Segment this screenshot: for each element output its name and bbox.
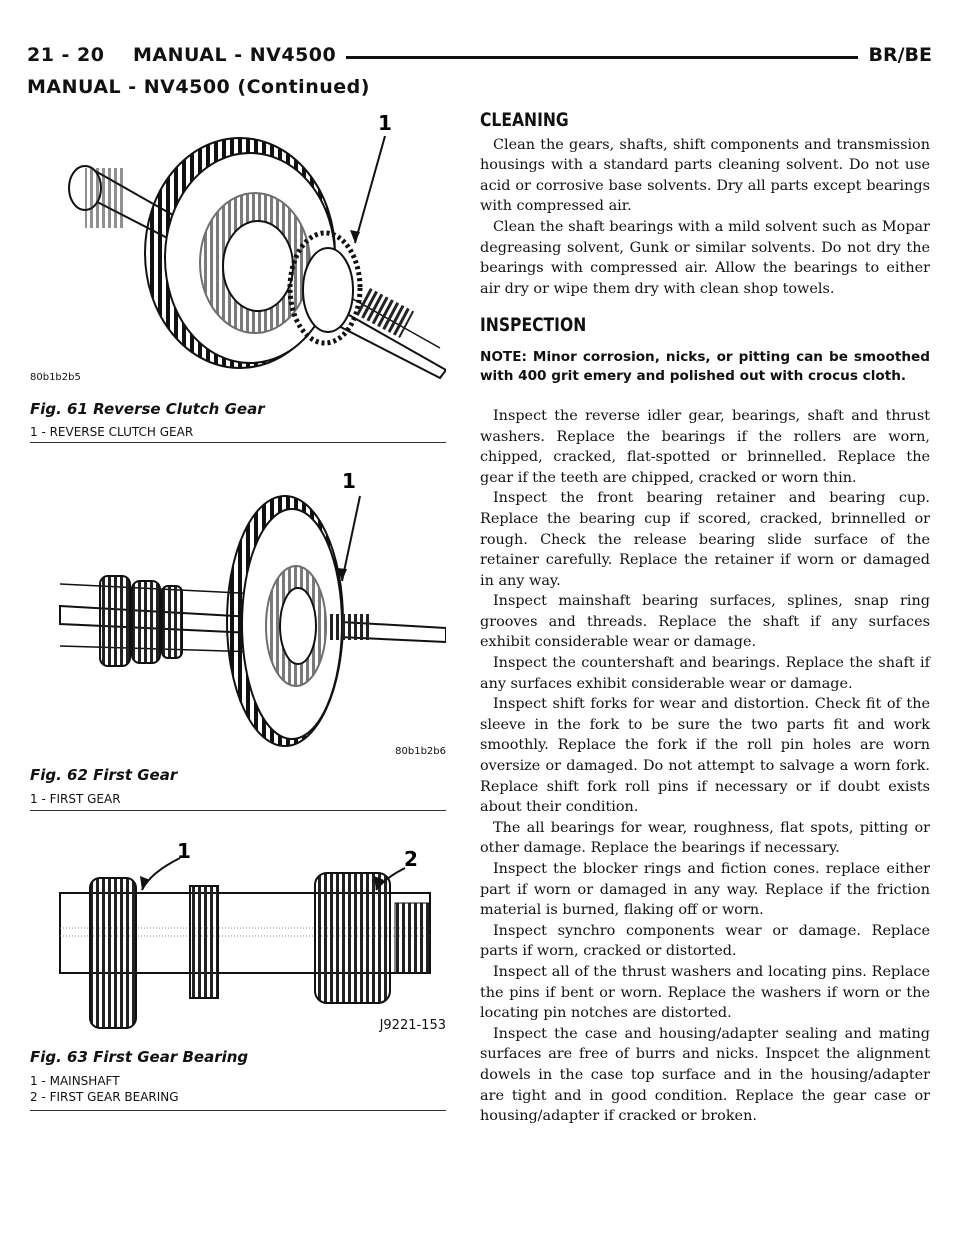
figure-divider — [30, 810, 446, 811]
header-rule — [267, 56, 862, 59]
first-gear-bearing-illustration — [30, 828, 446, 1038]
cleaning-heading: CLEANING — [480, 109, 569, 131]
cleaning-paragraph: Clean the gears, shafts, shift components and transmission housings with a standard parts cleaning solvent. Do not use acid or corrosive base solvents. Dry all parts except bearings with compressed air. — [480, 136, 930, 215]
legend-item: 1 - FIRST GEAR — [30, 792, 121, 806]
first-gear-illustration — [30, 456, 446, 756]
figure-61 — [30, 108, 446, 444]
callout-2: 2 — [404, 847, 418, 871]
legend-item: 1 - REVERSE CLUTCH GEAR — [30, 425, 194, 439]
figure-63 — [30, 828, 446, 1112]
inspection-heading: INSPECTION — [480, 314, 587, 337]
inspection-paragraph: Inspect the reverse idler gear, bearings, shaft and thrust washers. Replace the bearings if the rollers are worn, chipped, cracked, flat-spotted or brinnelled. Replace the gear if the teeth are chipped, cracked or worn thin. — [480, 407, 930, 486]
section-continued-title: MANUAL - NV4500 (Continued) — [27, 76, 370, 98]
inspection-paragraph: Inspect mainshaft bearing surfaces, splines, snap ring grooves and threads. Replace the shaft if any surfaces exhibit considerable wear or damage. — [480, 593, 930, 651]
page-header — [27, 44, 932, 72]
figure-title: Fig. 63 First Gear Bearing — [30, 1048, 249, 1066]
model-code: BR/BE — [858, 44, 932, 66]
inspection-paragraph: The all bearings for wear, roughness, flat spots, pitting or other damage. Replace the bearings if necessary. — [480, 819, 930, 857]
figure-legend — [30, 1073, 179, 1105]
figure-legend — [30, 791, 121, 807]
figure-divider — [30, 1110, 446, 1111]
inspection-paragraph: Inspect shift forks for wear and distortion. Check fit of the sleeve in the fork to be sure the two parts fit and work smoothly. Replace the fork if the roll pin holes are worn oversize or damaged. Do not attempt to salvage a worn fork. Replace shift fork roll pins if necessary or if doubt exists about their condition. — [480, 696, 930, 816]
inspection-paragraph: Inspect the countershaft and bearings. Replace the shaft if any surfaces exhibit considerable wear or damage. — [480, 655, 930, 692]
figure-title: Fig. 62 First Gear — [30, 766, 178, 784]
figure-code: 80b1b2b6 — [395, 746, 446, 757]
text-column — [480, 110, 930, 1127]
figure-divider — [30, 442, 446, 443]
callout-1: 1 — [342, 469, 356, 493]
callout-1: 1 — [177, 839, 191, 863]
legend-item: 1 - MAINSHAFT — [30, 1074, 120, 1088]
inspection-note: NOTE: Minor corrosion, nicks, or pitting can be smoothed with 400 grit emery and polished out with crocus cloth. — [480, 348, 930, 384]
figure-62 — [30, 456, 446, 816]
inspection-paragraph: Inspect all of the thrust washers and locating pins. Replace the pins if bent or worn. Replace the washers if worn or the locating pin notches are distorted. — [480, 963, 930, 1022]
inspection-paragraph: Inspect the blocker rings and fiction cones. replace either part if worn or damaged in any way. Replace if the friction material is burned, flaking off or worn. — [480, 861, 930, 919]
reverse-clutch-gear-illustration — [30, 108, 446, 388]
page-number-section: 21 - 20 MANUAL - NV4500 — [27, 44, 346, 66]
legend-item: 2 - FIRST GEAR BEARING — [30, 1090, 179, 1104]
callout-1: 1 — [378, 111, 392, 135]
cleaning-paragraph: Clean the shaft bearings with a mild solvent such as Mopar degreasing solvent, Gunk or similar solvents. Do not dry the bearings with compressed air. Allow the bearings to either air dry or wipe them dry with clean shop towels. — [480, 218, 930, 297]
inspection-paragraph: Inspect synchro components wear or damage. Replace parts if worn, cracked or distorted. — [480, 922, 930, 960]
figure-code: 80b1b2b5 — [30, 372, 81, 383]
inspection-paragraph: Inspect the front bearing retainer and bearing cup. Replace the bearing cup if scored, cracked, brinnelled or rough. Check the release bearing slide surface of the retainer carefully. Replace the retainer if worn or damaged in any way. — [480, 490, 930, 589]
figure-code: J9221-153 — [379, 1018, 446, 1033]
figure-title: Fig. 61 Reverse Clutch Gear — [30, 400, 265, 418]
figure-legend — [30, 424, 193, 440]
inspection-paragraph: Inspect the case and housing/adapter sealing and mating surfaces are free of burrs and nicks. Inspcet the alignment dowels in the case top surface and in the housing/adapter are tight and in good condition. Replace the gear case or housing/adapter if cracked or broken. — [480, 1025, 930, 1125]
